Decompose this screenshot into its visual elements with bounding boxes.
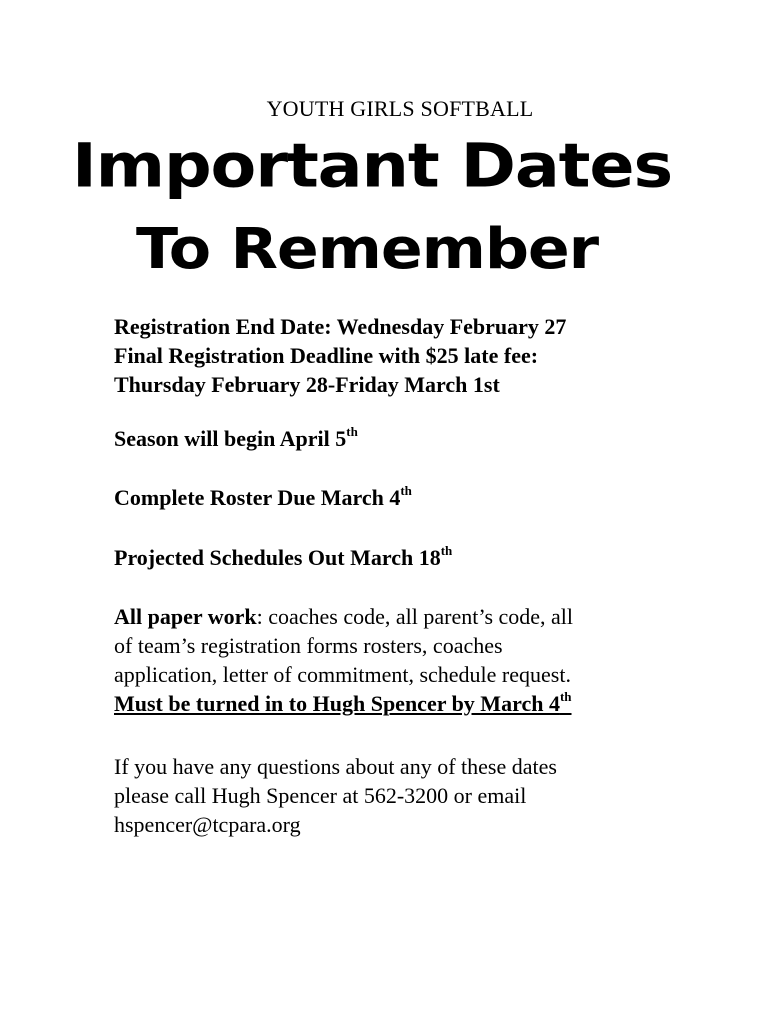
paperwork-deadline-text: Must be turned in to Hugh Spencer by March 4 [114,691,560,716]
headline-line-2-text: To Remember [136,217,598,282]
roster-due-text: Complete Roster Due March 4 [114,485,401,510]
season-start-suffix: th [346,423,358,439]
headline-line-2 [136,217,598,282]
paperwork-label: All paper work [114,604,257,629]
paperwork-block [114,602,654,718]
registration-block [114,312,566,399]
contact-email: hspencer@tcpara.org [114,812,301,837]
paperwork-deadline [114,689,654,718]
schedules-out-text: Projected Schedules Out March 18 [114,545,441,570]
paperwork-line-1 [114,602,654,631]
final-registration-dates: Thursday February 28-Friday March 1st [114,372,500,397]
season-start-text: Season will begin April 5 [114,426,347,451]
season-start [114,424,358,453]
roster-due [114,483,412,512]
paperwork-deadline-suffix: th [559,688,572,704]
schedules-out-suffix: th [440,542,453,558]
contact-line-1: If you have any questions about any of these dates [114,754,557,779]
headline-line-1 [72,129,672,202]
roster-due-suffix: th [400,482,412,498]
contact-block [114,752,654,839]
paperwork-line-3: application, letter of commitment, schedule request. [114,662,571,687]
final-registration-deadline: Final Registration Deadline with $25 late fee: [114,343,539,368]
schedules-out [114,543,452,572]
paperwork-line-2: of team’s registration forms rosters, coaches [114,633,503,658]
kicker-title: YOUTH GIRLS SOFTBALL [266,96,534,121]
registration-end-date: Registration End Date: Wednesday February 27 [114,314,567,339]
paperwork-line-1-rest: : coaches code, all parent’s code, all [256,604,574,629]
contact-line-2: please call Hugh Spencer at 562-3200 or email [114,783,527,808]
headline-line-1-text: Important Dates [72,129,672,202]
